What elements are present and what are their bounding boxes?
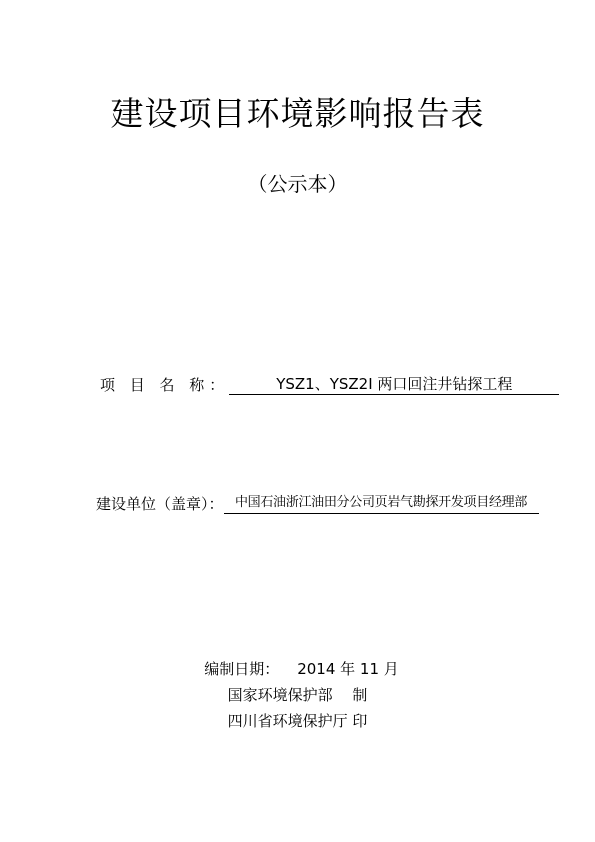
project-name-label: 项 目 名 称： [100,376,230,394]
construction-unit-row [96,493,539,514]
construction-unit-label: 建设单位（盖章）： [96,495,224,513]
footer-block [0,656,595,734]
project-name-value: YSZ1、YSZ2I 两口回注井钻探工程 [229,374,559,395]
printer-line: 四川省环境保护厅 印 [227,712,368,730]
compile-date-value: 2014 年 11 月 [297,660,399,678]
compile-date-line [0,656,595,682]
document-title: 建设项目环境影响报告表 [110,94,485,133]
construction-unit-value: 中国石油浙江油田分公司页岩气勘探开发项目经理部 [224,493,539,514]
project-name-row [100,374,559,395]
document-subtitle: （公示本） [247,172,348,196]
issuer-line: 国家环境保护部 制 [227,686,368,704]
compile-date-label: 编制日期： [204,660,280,678]
